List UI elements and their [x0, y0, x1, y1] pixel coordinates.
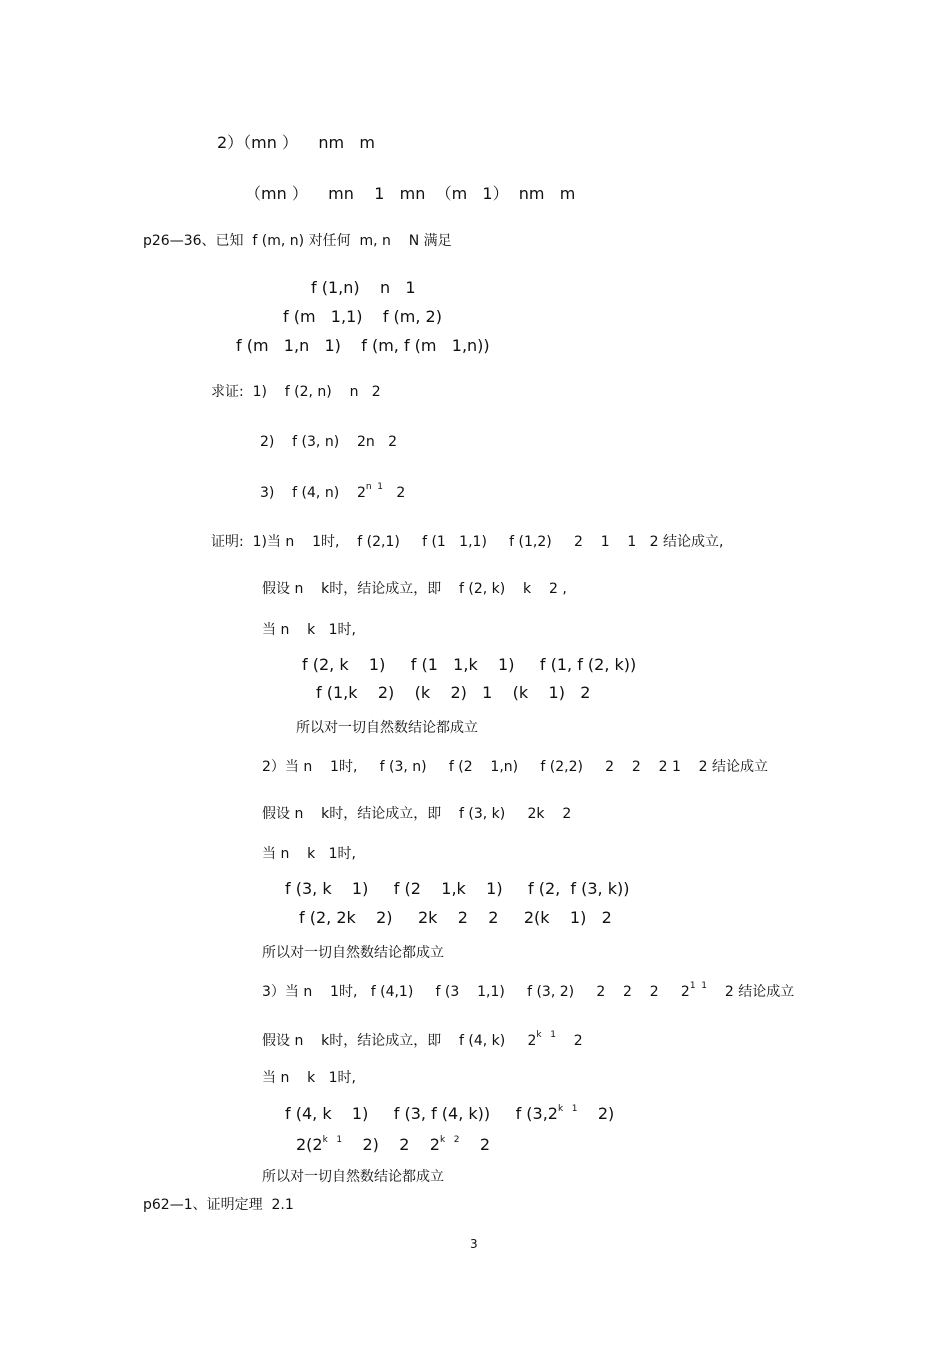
proof-part-2-step: 当 n k 1时, [262, 846, 356, 862]
proof-part-3-base: 3）当 n 1时, f (4,1) f (3 1,1) f (3, 2) 2 2 2 $2^{1 1}$ 2 结论成立 [262, 981, 795, 1000]
line-1: 2）（mn ） nm m [217, 133, 375, 152]
problem-36-heading: p26—36、已知 f (m, n) 对任何 m, n N 满足 [143, 233, 452, 249]
next-problem-heading: p62—1、证明定理 2.1 [143, 1197, 294, 1213]
proof-part-3-hypothesis: 假设 n k时，结论成立，即 f (4, k) $2^{k 1}$ 2 [262, 1030, 583, 1049]
proof-part-2-hypothesis: 假设 n k时，结论成立，即 f (3, k) 2k 2 [262, 806, 572, 822]
proof-part-1-step: 当 n k 1时, [262, 622, 356, 638]
page-number: 3 [470, 1237, 478, 1251]
proof-part-1-hypothesis: 假设 n k时，结论成立，即 f (2, k) k 2 , [262, 581, 567, 597]
proof-part-2-eq-1: f (3, k 1) f (2 1,k 1) f (2, f (3, k)) [285, 879, 630, 898]
proof-part-3-conclusion: 所以对一切自然数结论都成立 [262, 1169, 444, 1185]
definition-line-3: f (m 1,n 1) f (m, f (m 1,n)) [236, 336, 490, 355]
claim-3: 3) f (4, n) $2^{n 1}$ 2 [260, 482, 406, 501]
proof-part-3-step: 当 n k 1时, [262, 1070, 356, 1086]
proof-part-3-eq-1: f (4, k 1) f (3, f (4, k)) f ($3,2^{k 1}$ 2) [285, 1104, 615, 1123]
proof-part-1-eq-1: f (2, k 1) f (1 1,k 1) f (1, f (2, k)) [302, 655, 637, 674]
claim-1: 求证: 1) f (2, n) n 2 [211, 384, 381, 400]
line-2: （mn ） mn 1 mn （m 1） nm m [245, 184, 576, 203]
proof-part-2-base: 2）当 n 1时, f (3, n) f (2 1,n) f (2,2) 2 2 2 1 2 结论成立 [262, 759, 769, 775]
proof-part-1-base: 证明: 1)当 n 1时, f (2,1) f (1 1,1) f (1,2) 2 1 1 2 结论成立, [211, 534, 724, 550]
claim-2: 2) f (3, n) 2n 2 [260, 434, 397, 450]
proof-part-2-eq-2: f (2, 2k 2) 2k 2 2 2(k 1) 2 [299, 908, 612, 927]
proof-part-1-eq-2: f (1,k 2) (k 2) 1 (k 1) 2 [316, 683, 591, 702]
proof-part-2-conclusion: 所以对一切自然数结论都成立 [262, 945, 444, 961]
definition-line-1: f (1,n) n 1 [311, 278, 416, 297]
proof-part-3-eq-2: $2(2^{k 1}$ 2) 2 $2^{k 2}$ 2 [296, 1135, 491, 1154]
definition-line-2: f (m 1,1) f (m, 2) [283, 307, 442, 326]
proof-part-1-conclusion: 所以对一切自然数结论都成立 [296, 720, 478, 736]
